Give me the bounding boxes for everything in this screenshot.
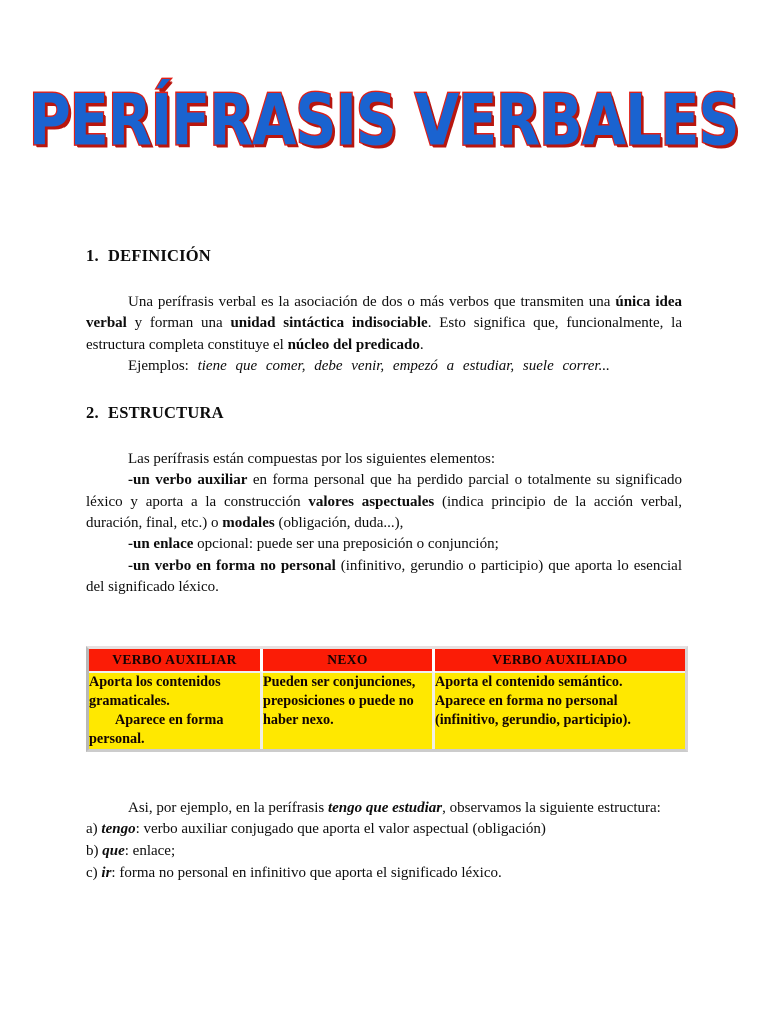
paragraph-elemento-enlace — [86, 534, 682, 555]
table-cell-verbo-auxiliado — [435, 673, 685, 749]
paragraph-estructura-intro: Las perífrasis están compuestas por los siguientes elementos: — [128, 451, 495, 468]
item-a-term: tengo — [101, 821, 136, 838]
definicion-bold-2: unidad sintáctica indisociable — [230, 315, 428, 332]
elemento-1-bold-2: valores aspectuales — [308, 493, 435, 510]
item-c-term: ir — [101, 865, 112, 882]
item-a-text: : verbo auxiliar conjugado que aporta el valor aspectual (obligación) — [135, 821, 546, 838]
paragraph-elemento-auxiliar — [86, 470, 682, 534]
elemento-1-bold-3: modales — [222, 515, 275, 532]
elemento-2-bold: -un enlace — [128, 536, 194, 553]
table-cell-nexo — [263, 673, 435, 749]
cell-1-line-2: gramaticales. — [89, 692, 170, 709]
item-c-marker: c) — [86, 865, 98, 882]
item-a-marker: a) — [86, 821, 98, 838]
definicion-text-d: . — [419, 336, 424, 353]
elemento-1-bold: -un verbo auxiliar — [128, 472, 248, 489]
item-b-term: que — [102, 843, 125, 860]
cell-3-line-1: Aporta el contenido semántico. — [435, 674, 623, 690]
paragraph-ejemplos — [86, 356, 682, 377]
paragraph-ejemplo-final — [86, 798, 684, 819]
table-header-verbo-auxiliar: VERBO AUXILIAR — [89, 649, 263, 673]
cell-2-line-3: haber nexo. — [263, 711, 334, 728]
cell-3-line-2: Aparece en forma no personal — [435, 692, 618, 709]
section-title-1: DEFINICIÓN — [108, 246, 211, 265]
definicion-text-c: . Esto significa que, funcionalmente, la estructura completa constituye el — [86, 315, 682, 353]
spacer — [86, 266, 682, 292]
definicion-bold-1: única idea verbal — [86, 294, 682, 332]
elemento-1-text-c: (obligación, duda...), — [274, 515, 404, 532]
section-heading-estructura — [86, 403, 682, 423]
list-item — [86, 841, 684, 863]
closing-text-b: , observamos la siguiente estructura: — [442, 800, 661, 816]
cell-1-line-3: Aparece en forma — [115, 711, 224, 728]
list-item — [86, 863, 684, 885]
closing-emphasis: tengo que estudiar — [327, 800, 443, 816]
paragraph-definicion — [86, 292, 682, 356]
document-body — [86, 246, 682, 598]
table-header-verbo-auxiliado: VERBO AUXILIADO — [435, 649, 685, 673]
section-heading-definicion — [86, 246, 682, 266]
definicion-text-b: y forman una — [126, 315, 231, 332]
spacer — [86, 423, 682, 449]
item-c-text: : forma no personal en infinitivo que aporta el significado léxico. — [111, 865, 502, 882]
ejemplos-label: Ejemplos: — [128, 357, 189, 374]
paragraph-elemento-no-personal — [86, 556, 682, 599]
document-title-wordart — [0, 79, 768, 176]
table — [86, 646, 688, 752]
item-b-text: : enlace; — [124, 843, 176, 860]
cell-3-line-3: (infinitivo, gerundio, participio). — [435, 711, 631, 728]
item-b-marker: b) — [86, 843, 99, 860]
cell-2-line-1: Pueden ser conjunciones, — [263, 674, 416, 690]
table-row — [89, 673, 685, 749]
cell-2-line-2: preposiciones o puede no — [263, 692, 414, 709]
table-cell-verbo-auxiliar — [89, 673, 263, 749]
section-number-1: 1. — [86, 246, 99, 265]
page-title: PERÍFRASIS VERBALES — [29, 79, 739, 162]
section-title-2: ESTRUCTURA — [108, 403, 224, 423]
closing-block — [86, 798, 684, 885]
cell-1-line-1: Aporta los contenidos — [89, 674, 221, 690]
spacer — [86, 377, 682, 403]
closing-text-a: Asi, por ejemplo, en la perífrasis — [128, 800, 328, 816]
definicion-text-a: Una perífrasis verbal es la asociación de dos o más verbos que transmiten una — [128, 294, 616, 310]
elemento-1-text-a: en forma personal que ha perdido parcial o totalmente su significado léxico y aporta a la construcción — [86, 472, 682, 510]
section-number-2: 2. — [86, 403, 99, 423]
periphrasis-structure-table — [86, 646, 682, 752]
table-header-row — [89, 649, 685, 673]
list-item — [86, 819, 684, 841]
cell-1-line-4: personal. — [89, 730, 145, 747]
table-header-nexo: NEXO — [263, 649, 435, 673]
definicion-bold-3: núcleo del predicado — [287, 336, 420, 353]
ejemplos-list: tiene que comer, debe venir, empezó a estudiar, suele correr... — [188, 357, 610, 374]
elemento-3-bold: -un verbo en forma no personal — [128, 557, 336, 574]
elemento-1-text-b: (indica principio de la acción verbal, duración, final, etc.) o — [86, 493, 683, 532]
elemento-3-text: (infinitivo, gerundio o participio) que aporta lo esencial del significado léxico. — [86, 557, 682, 595]
elemento-2-text: opcional: puede ser una preposición o conjunción; — [193, 536, 499, 553]
